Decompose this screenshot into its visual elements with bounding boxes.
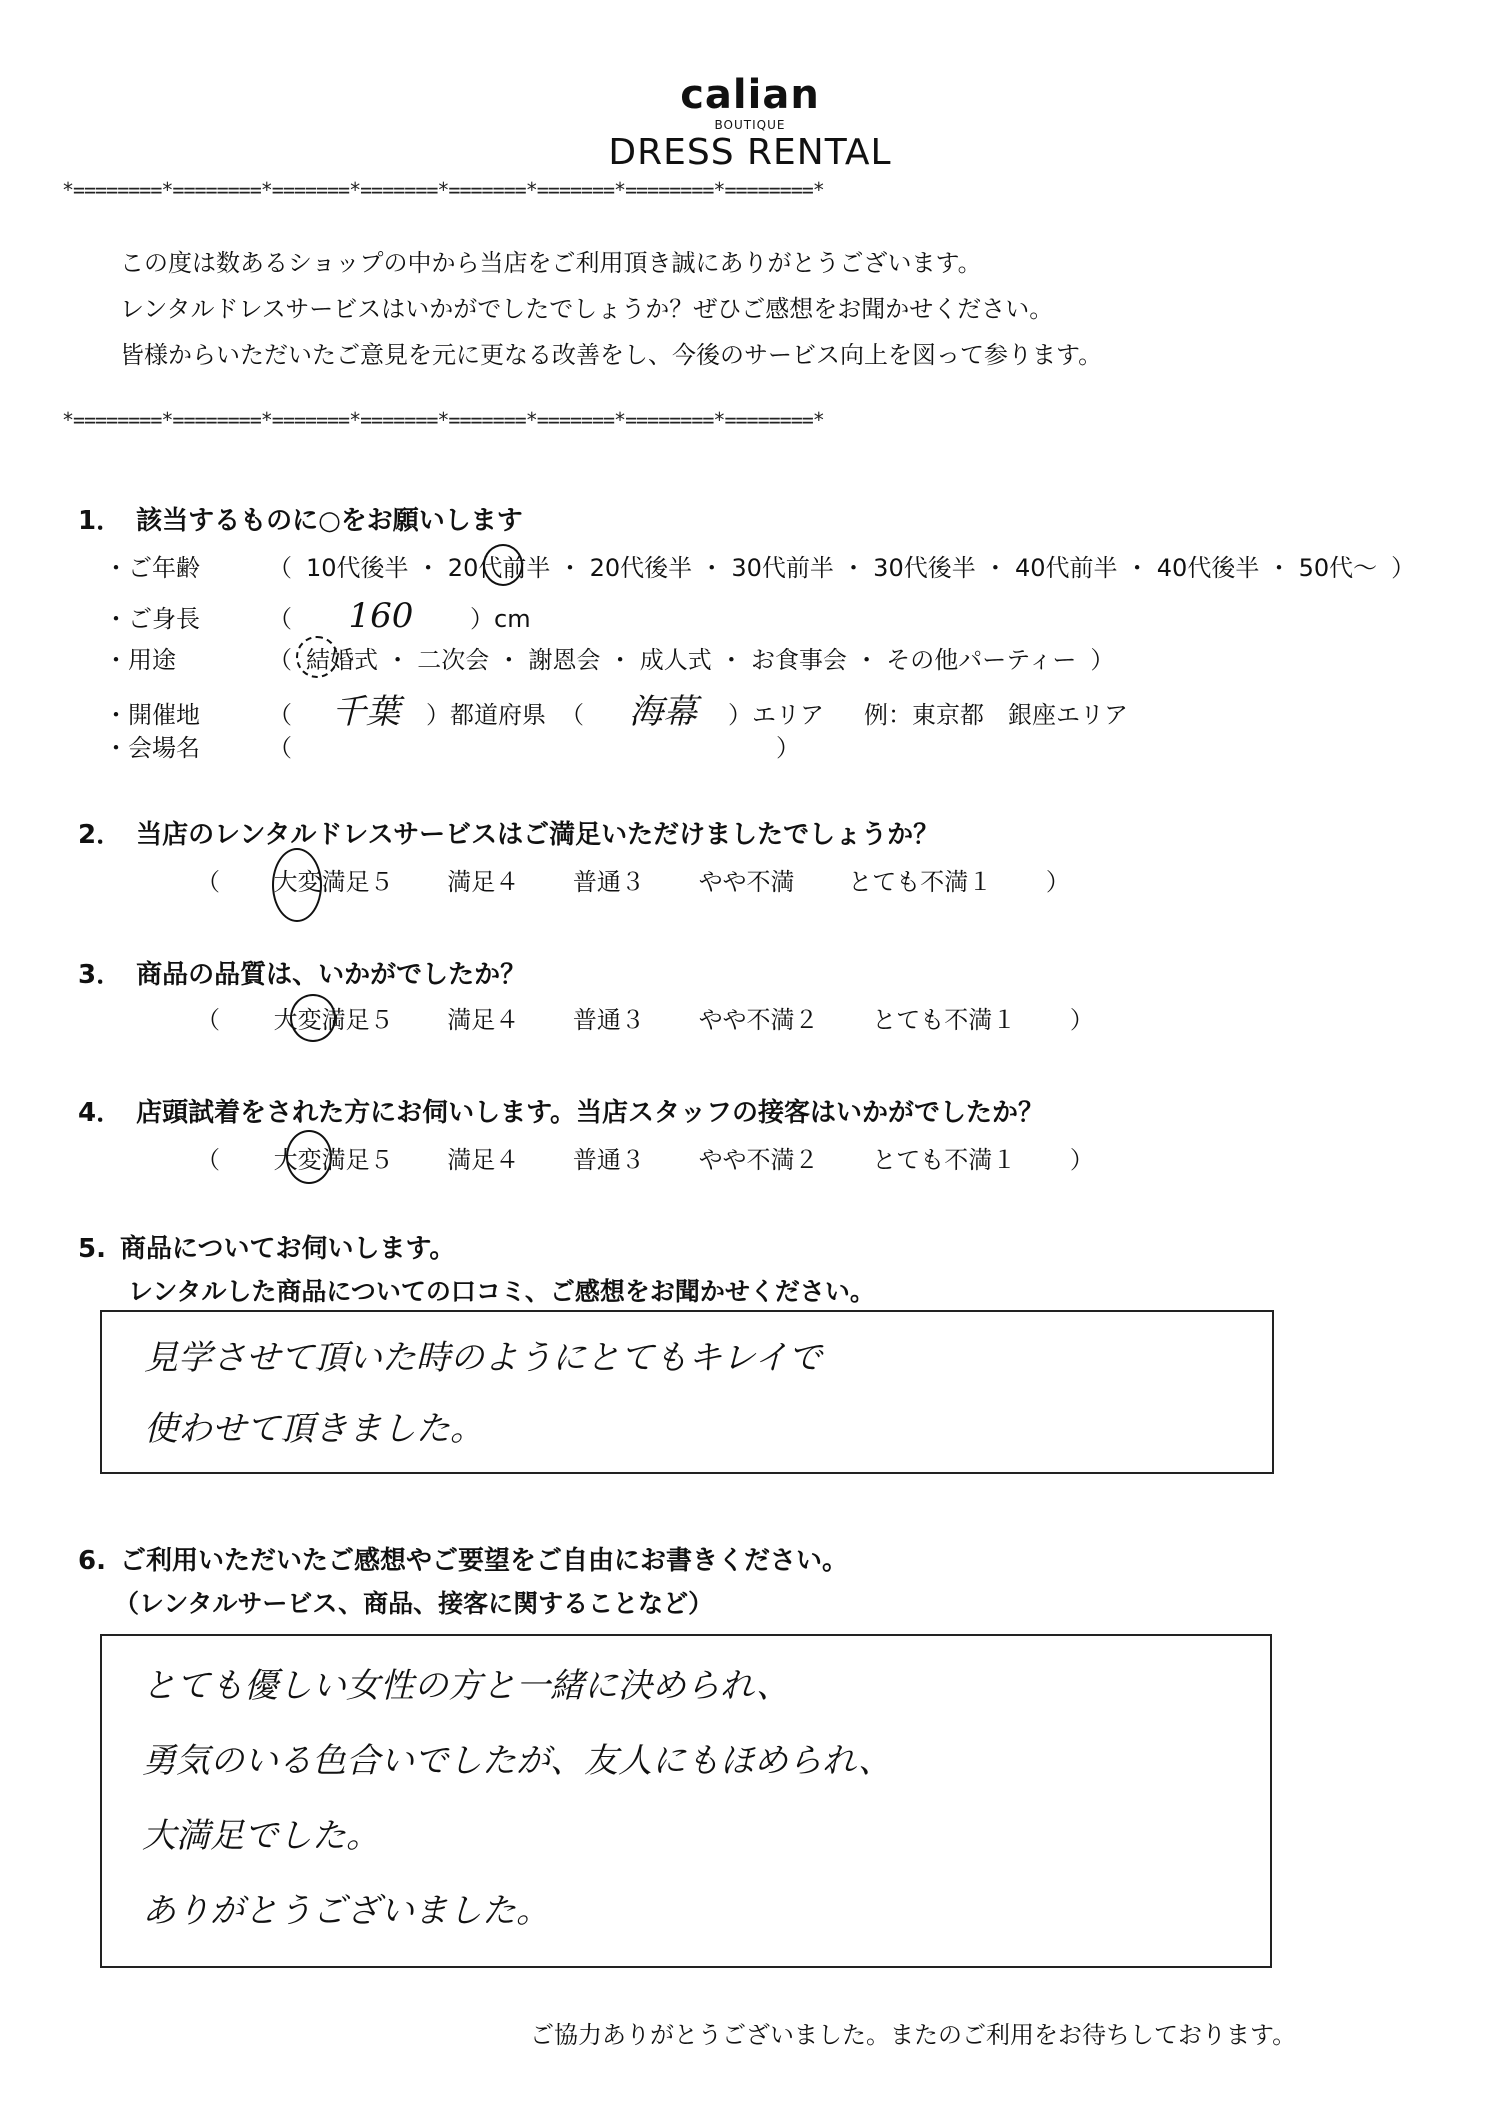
- page-title: DRESS RENTAL: [608, 132, 892, 173]
- q2-option[interactable]: やや不満: [698, 868, 795, 896]
- height-value[interactable]: 160: [348, 596, 414, 636]
- purpose-close-paren: ）: [1090, 646, 1115, 674]
- question-5-answer-box[interactable]: [100, 1310, 1274, 1474]
- question-4-title: [78, 1092, 1044, 1129]
- question-5-answer-line: 使わせて頂きました。: [144, 1409, 484, 1449]
- question-3-text: 商品の品質は、いかがでしたか？: [136, 960, 527, 990]
- question-6-title: [78, 1540, 848, 1577]
- question-6-subtitle: （レンタルサービス、商品、接客に関することなど）: [114, 1589, 714, 1618]
- q4-option[interactable]: とても不満１: [872, 1146, 1017, 1174]
- age-options[interactable]: 10代後半 ・ 20代前半 ・ 20代後半 ・ 30代前半 ・ 30代後半 ・ 40代前半 ・ 40代後半 ・ 50代〜: [306, 554, 1378, 582]
- intro-line-2: レンタルドレスサービスはいかがでしたでしょうか？ぜひご感想をお聞かせください。: [120, 295, 1054, 323]
- q2-open-paren: （: [196, 868, 220, 896]
- area-open-paren: （: [560, 701, 584, 729]
- q3-option[interactable]: やや不満２: [698, 1006, 819, 1034]
- question-6-answer: [142, 1658, 892, 1932]
- brand-logo-text: calian: [680, 72, 820, 118]
- question-4-text: 店頭試着をされた方にお伺いします。当店スタッフの接客はいかがでしたか？: [136, 1098, 1045, 1128]
- question-2-number: 2．: [78, 820, 123, 850]
- question-6-number: 6.: [78, 1546, 106, 1576]
- q3-open-paren: （: [196, 1006, 220, 1034]
- height-row: [104, 596, 545, 636]
- height-label: ・ご身長: [104, 605, 200, 633]
- q4-option[interactable]: 普通３: [572, 1146, 645, 1174]
- intro-text: [120, 240, 1102, 378]
- venue-name-open-paren: （: [268, 734, 292, 762]
- q4-open-paren: （: [196, 1146, 220, 1174]
- question-6-answer-box[interactable]: [100, 1634, 1272, 1968]
- question-3-options: [196, 1000, 1140, 1035]
- q4-close-paren: ）: [1069, 1146, 1094, 1174]
- q2-option[interactable]: 大変満足５: [273, 868, 394, 896]
- q2-option[interactable]: とても不満１: [848, 868, 993, 896]
- purpose-row: [104, 640, 1128, 675]
- question-6-text: ご利用いただいたご感想やご要望をご自由にお書きください。: [119, 1546, 848, 1576]
- venue-name-row: [104, 728, 800, 763]
- footer-thanks: ご協力ありがとうございました。またのご利用をお待ちしております。: [530, 2021, 1297, 2049]
- intro-line-3: 皆様からいただいたご意見を元に更なる改善をし、今後のサービス向上を図って参ります。: [120, 341, 1103, 369]
- venue-area-label: ・開催地: [104, 701, 200, 729]
- area-example: 例：東京都 銀座エリア: [864, 701, 1128, 729]
- question-5-title: [78, 1228, 455, 1265]
- prefecture-value[interactable]: 千葉: [332, 692, 400, 732]
- question-2-title: [78, 814, 939, 851]
- question-6-answer-line: ありがとうございました。: [142, 1891, 550, 1931]
- purpose-label: ・用途: [104, 646, 176, 674]
- question-3-number: 3．: [78, 960, 123, 990]
- question-5-answer-line: 見学させて頂いた時のようにとてもキレイで: [144, 1338, 822, 1378]
- q3-option[interactable]: 普通３: [572, 1006, 645, 1034]
- venue-name-label: ・会場名: [104, 734, 200, 762]
- height-unit: ）cm: [470, 605, 531, 633]
- question-5-answer: [144, 1330, 822, 1450]
- area-value[interactable]: 海幕: [629, 692, 697, 732]
- age-close-paren: ）: [1391, 554, 1416, 582]
- height-open-paren: （: [268, 605, 292, 633]
- venue-area-row: [104, 684, 1128, 733]
- question-6-answer-line: 勇気のいる色合いでしたが、友人にもほめられ、: [142, 1741, 893, 1781]
- question-4-number: 4．: [78, 1098, 123, 1128]
- q3-option[interactable]: 満足４: [447, 1006, 520, 1034]
- q3-option[interactable]: とても不満１: [872, 1006, 1017, 1034]
- question-4-options: [196, 1140, 1140, 1175]
- purpose-open-paren: （: [268, 646, 292, 674]
- q4-option[interactable]: やや不満２: [698, 1146, 819, 1174]
- selection-mark-purpose: [296, 636, 338, 678]
- question-2-options: [196, 862, 1116, 897]
- question-2-text: 当店のレンタルドレスサービスはご満足いただけましたでしょうか？: [136, 820, 940, 850]
- question-5-number: 5.: [78, 1234, 106, 1264]
- q2-option[interactable]: 満足４: [447, 868, 520, 896]
- question-3-title: [78, 954, 526, 991]
- age-open-paren: （: [268, 554, 292, 582]
- q3-close-paren: ）: [1069, 1006, 1094, 1034]
- question-5-text: 商品についてお伺いします。: [119, 1234, 456, 1264]
- divider-bottom: *========*========*=======*=======*=======*=======*========*========*: [62, 408, 824, 432]
- prefecture-suffix: ）都道府県: [426, 701, 546, 729]
- q3-option[interactable]: 大変満足５: [273, 1006, 394, 1034]
- question-6-answer-line: 大満足でした。: [142, 1816, 380, 1856]
- question-1-text: 該当するものに○をお願いします: [136, 506, 523, 536]
- selection-circle-q3: [290, 994, 336, 1042]
- brand-subtitle: BOUTIQUE: [714, 118, 786, 132]
- question-6-answer-line: とても優しい女性の方と一緒に決められ、: [142, 1666, 791, 1706]
- selection-circle-q2: [272, 848, 322, 922]
- purpose-options[interactable]: 結婚式 ・ 二次会 ・ 謝恩会 ・ 成人式 ・ お食事会 ・ その他パーティー: [306, 646, 1077, 674]
- age-label: ・ご年齢: [104, 554, 200, 582]
- q4-option[interactable]: 満足４: [447, 1146, 520, 1174]
- venue-name-close-paren: ）: [776, 734, 800, 762]
- area-suffix: ）エリア: [728, 701, 824, 729]
- age-row: [104, 548, 1429, 583]
- selection-circle-q4: [286, 1130, 332, 1184]
- question-1-title: [78, 500, 523, 537]
- selection-circle-age: [483, 544, 523, 586]
- question-1-number: 1．: [78, 506, 123, 536]
- divider-top: *========*========*=======*=======*=======*=======*========*========*: [62, 178, 824, 202]
- intro-line-1: この度は数あるショップの中から当店をご利用頂き誠にありがとうございます。: [120, 249, 982, 277]
- q2-option[interactable]: 普通３: [572, 868, 645, 896]
- q2-close-paren: ）: [1045, 868, 1070, 896]
- question-5-subtitle: レンタルした商品についての口コミ、ご感想をお聞かせください。: [128, 1277, 875, 1306]
- prefecture-open-paren: （: [268, 701, 292, 729]
- q4-option[interactable]: 大変満足５: [273, 1146, 394, 1174]
